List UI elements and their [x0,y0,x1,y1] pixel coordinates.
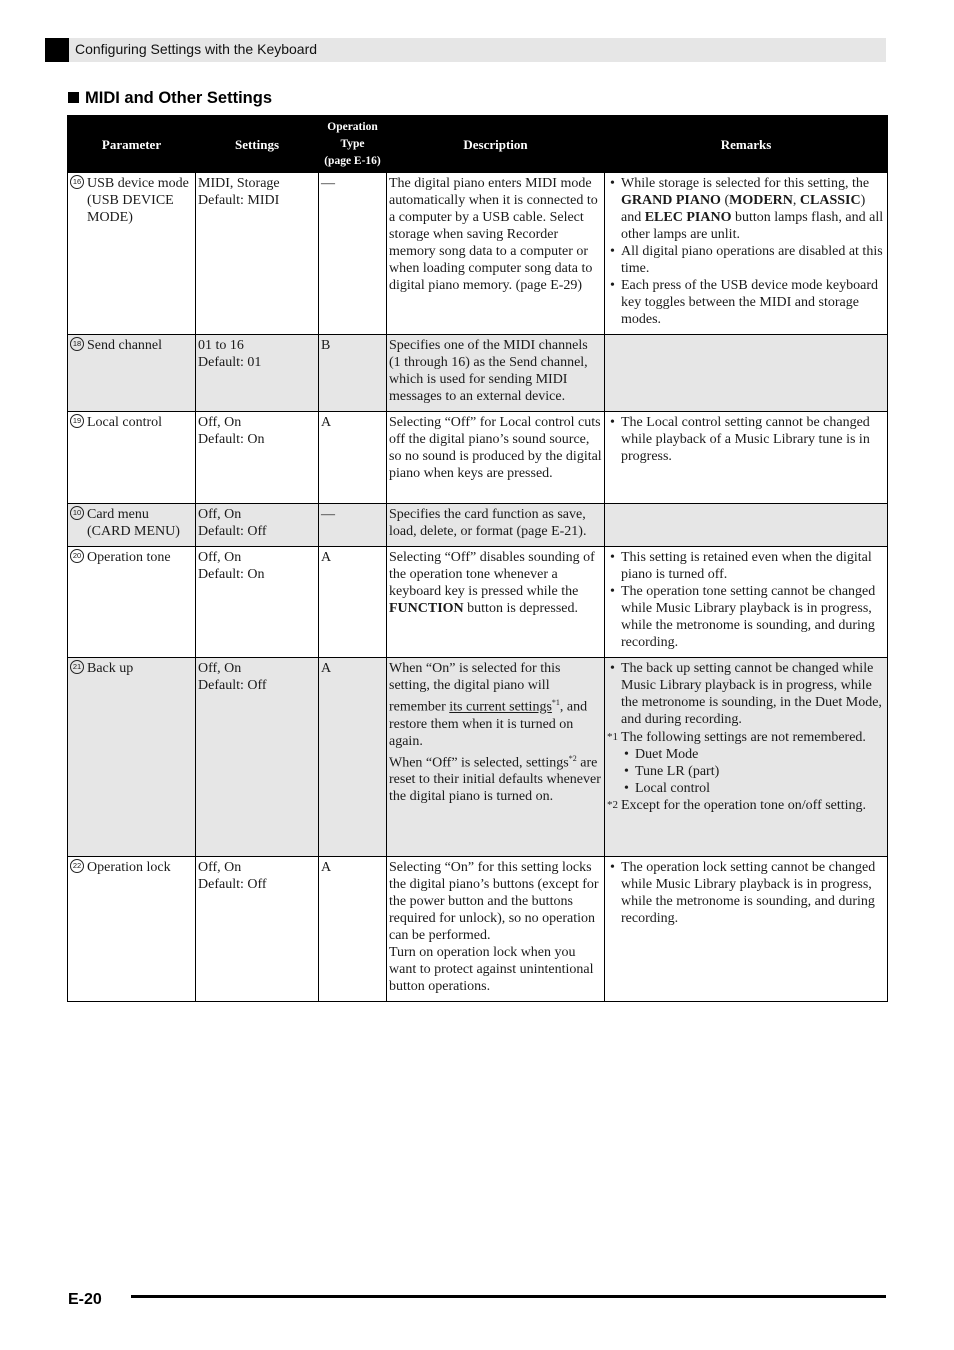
table-row [68,412,888,504]
running-header [45,38,886,62]
header-text: Configuring Settings with the Keyboard [75,41,318,57]
remark-item: • While storage is selected for this setting, the GRAND PIANO (MODERN, CLASSIC) and ELEC PIANO button lamps flash, and all other lamps are unlit. [607,175,885,243]
parameter-cell [68,658,196,857]
parameter-number: 19 [70,414,84,428]
square-bullet-icon [68,92,79,103]
op-header-line1: Operation [327,120,378,133]
description-cell [387,658,605,857]
settings-default: Default: Off [198,877,267,892]
settings-values: Off, On [198,507,242,522]
remark-item: • All digital piano operations are disabled at this time. [607,243,885,277]
parameter-number: 10 [70,506,84,520]
settings-cell [196,173,319,335]
section-title-text: MIDI and Other Settings [85,89,273,107]
description-para: When “On” is selected for this setting, the digital piano will remember its current settings$^{*1}$, and restore them when it is turned on again. [389,661,588,749]
settings-default: Default: MIDI [198,193,280,208]
operation-type-cell: — [319,173,387,335]
settings-default: Default: Off [198,524,267,539]
settings-values: MIDI, Storage [198,176,280,191]
remarks-cell [605,857,888,1002]
footnote-item: • Duet Mode [621,746,885,763]
settings-default: Default: On [198,567,265,582]
parameter-cell [68,173,196,335]
description-cell: Specifies the card function as save, load, delete, or format (page E-21). [387,504,605,547]
description-para: Selecting “On” for this setting locks the digital piano’s buttons (except for the power button and the buttons required for unlock), so no operation can be performed. [389,860,599,943]
page-number: E-20 [68,1291,102,1308]
operation-type-cell: — [319,504,387,547]
remark-item: • The operation tone setting cannot be changed while Music Library playback is in progress, while the metronome is sounding, and during recording. [607,583,885,651]
operation-type-cell: A [319,658,387,857]
col-header-remarks: Remarks [605,116,888,173]
operation-type-cell: A [319,857,387,1002]
remarks-cell [605,658,888,857]
settings-cell [196,658,319,857]
footnote: *1 The following settings are not remembered. [607,730,866,745]
remark-item: • The operation lock setting cannot be changed while Music Library playback is in progress, while the metronome is sounding, and during recording. [607,859,885,927]
footnote: *2 Except for the operation tone on/off setting. [607,798,867,813]
settings-cell [196,857,319,1002]
settings-values: Off, On [198,661,242,676]
settings-cell [196,504,319,547]
remark-item: • The back up setting cannot be changed while Music Library playback is in progress, while the metronome is sounding, in the Duet Mode, and during recording. [607,660,885,728]
col-header-parameter: Parameter [68,116,196,173]
remarks-cell [605,412,888,504]
section-title [68,89,272,108]
settings-default: Default: 01 [198,355,262,370]
parameter-name: USB device mode (USB DEVICE MODE) [87,176,189,225]
settings-default: Default: Off [198,678,267,693]
table-row [68,857,888,1002]
remarks-cell [605,173,888,335]
parameter-name: Card menu (CARD MENU) [87,507,180,539]
table-row [68,335,888,412]
settings-values: 01 to 16 [198,338,244,353]
table-row [68,173,888,335]
parameter-name: Operation lock [87,860,171,875]
table-row [68,547,888,658]
op-header-line3: (page E-16) [324,154,381,167]
parameter-number: 16 [70,175,84,189]
footnote-item: • Tune LR (part) [621,763,885,780]
header-marker [45,38,69,62]
parameter-number: 20 [70,549,84,563]
remark-item: • Each press of the USB device mode keyboard key toggles between the MIDI and storage modes. [607,277,885,328]
settings-values: Off, On [198,415,242,430]
parameter-cell [68,504,196,547]
parameter-cell [68,857,196,1002]
col-header-description: Description [387,116,605,173]
table-row [68,658,888,857]
operation-type-cell: A [319,547,387,658]
settings-values: Off, On [198,860,242,875]
remark-item: • This setting is retained even when the digital piano is turned off. [607,549,885,583]
footnote-item: • Local control [621,780,885,797]
remarks-cell [605,547,888,658]
description-para: Turn on operation lock when you want to protect against unintentional button operations. [389,945,594,994]
parameter-name: Back up [87,661,134,676]
settings-table [67,115,888,1002]
table-header-row [68,116,888,173]
parameter-name: Operation tone [87,550,171,565]
description-para: When “Off” is selected, settings$^{*2}$ are reset to their initial defaults whenever the digital piano is turned on. [389,753,601,805]
footer-rule [131,1295,886,1298]
operation-type-cell: B [319,335,387,412]
parameter-cell [68,335,196,412]
table-row [68,504,888,547]
remark-item: • The Local control setting cannot be changed while playback of a Music Library tune is in progress. [607,414,885,465]
operation-type-cell: A [319,412,387,504]
parameter-number: 18 [70,337,84,351]
description-cell [387,857,605,1002]
parameter-cell [68,412,196,504]
settings-cell [196,547,319,658]
description-cell: Selecting “Off” disables sounding of the operation tone whenever a keyboard key is pressed while the FUNCTION button is depressed. [387,547,605,658]
remarks-cell [605,504,888,547]
col-header-settings: Settings [196,116,319,173]
settings-cell [196,412,319,504]
remarks-cell [605,335,888,412]
parameter-cell [68,547,196,658]
parameter-number: 22 [70,859,84,873]
description-cell: Selecting “Off” for Local control cuts off the digital piano’s sound source, so no sound is produced by the digital piano when keys are pressed. [387,412,605,504]
description-cell: The digital piano enters MIDI mode automatically when it is connected to a computer by a USB cable. Select storage when saving Recorder memory song data to a computer or when loading computer song data to digital piano memory. (page E-29) [387,173,605,335]
parameter-name: Local control [87,415,163,430]
description-cell: Specifies one of the MIDI channels (1 through 16) as the Send channel, which is used for sending MIDI messages to an external device. [387,335,605,412]
op-header-line2: Type [340,137,365,150]
settings-default: Default: On [198,432,265,447]
parameter-name: Send channel [87,338,163,353]
settings-values: Off, On [198,550,242,565]
parameter-number: 21 [70,660,84,674]
settings-cell [196,335,319,412]
col-header-operation-type [319,116,387,173]
